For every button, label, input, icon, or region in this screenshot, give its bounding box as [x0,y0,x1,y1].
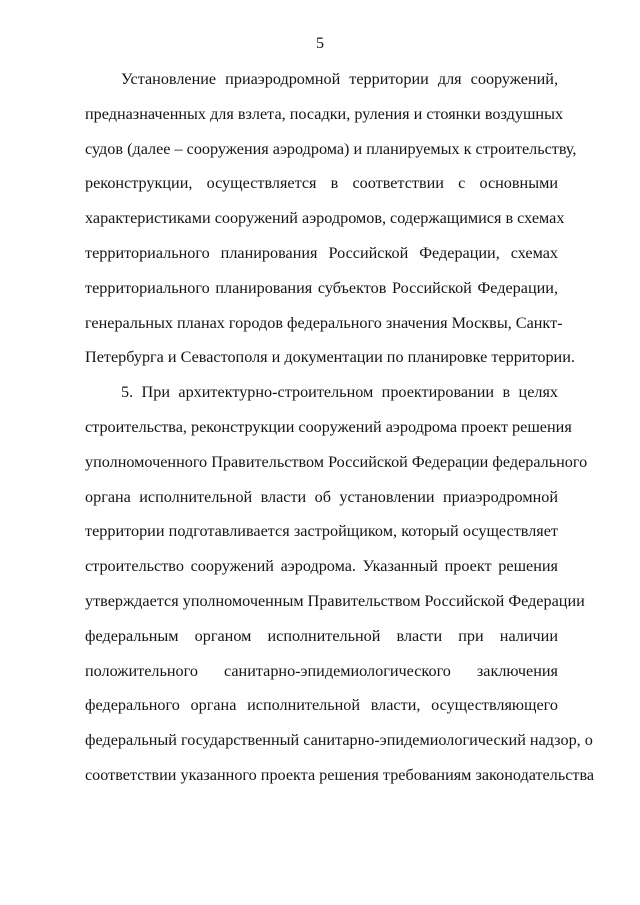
page-number: 5 [316,35,324,52]
text-line: реконструкции, осуществляется в соответствии с основными [85,174,558,193]
text-line: территории подготавливается застройщиком, который осуществляет [85,522,558,541]
text-line: Установление приаэродромной территории для сооружений, [121,70,558,88]
text-line: судов (далее – сооружения аэродрома) и планируемых к строительству, [85,139,577,158]
text-line: строительство сооружений аэродрома. Указанный проект решения [85,557,558,576]
text-line: предназначенных для взлета, посадки, руления и стоянки воздушных [85,104,564,123]
document-body [85,69,595,800]
text-line: утверждается уполномоченным Правительством Российской Федерации [85,591,585,610]
text-line: строительства, реконструкции сооружений аэродрома проект решения [85,417,572,436]
text-line: положительного санитарно-эпидемиологического заключения [85,661,558,680]
text-line: уполномоченного Правительством Российской Федерации федерального [85,452,588,471]
text-line: генеральных планах городов федерального значения Москвы, Санкт- [85,313,563,332]
text-line: территориального планирования субъектов Российской Федерации, [85,278,558,297]
text-line: органа исполнительной власти об установлении приаэродромной [85,487,558,506]
text-line: федеральным органом исполнительной власти при наличии [85,626,558,645]
text-line: федеральный государственный санитарно-эпидемиологический надзор, о [85,731,593,750]
text-line: соответствии указанного проекта решения требованиям законодательства [85,765,595,784]
text-line: территориального планирования Российской Федерации, схемах [85,243,558,262]
text-line: федерального органа исполнительной власти, осуществляющего [85,696,558,715]
text-line: характеристиками сооружений аэродромов, содержащимися в схемах [85,209,565,228]
text-line: 5. При архитектурно-строительном проектировании в целях [121,383,558,402]
text-line: Петербурга и Севастополя и документации по планировке территории. [85,348,575,367]
